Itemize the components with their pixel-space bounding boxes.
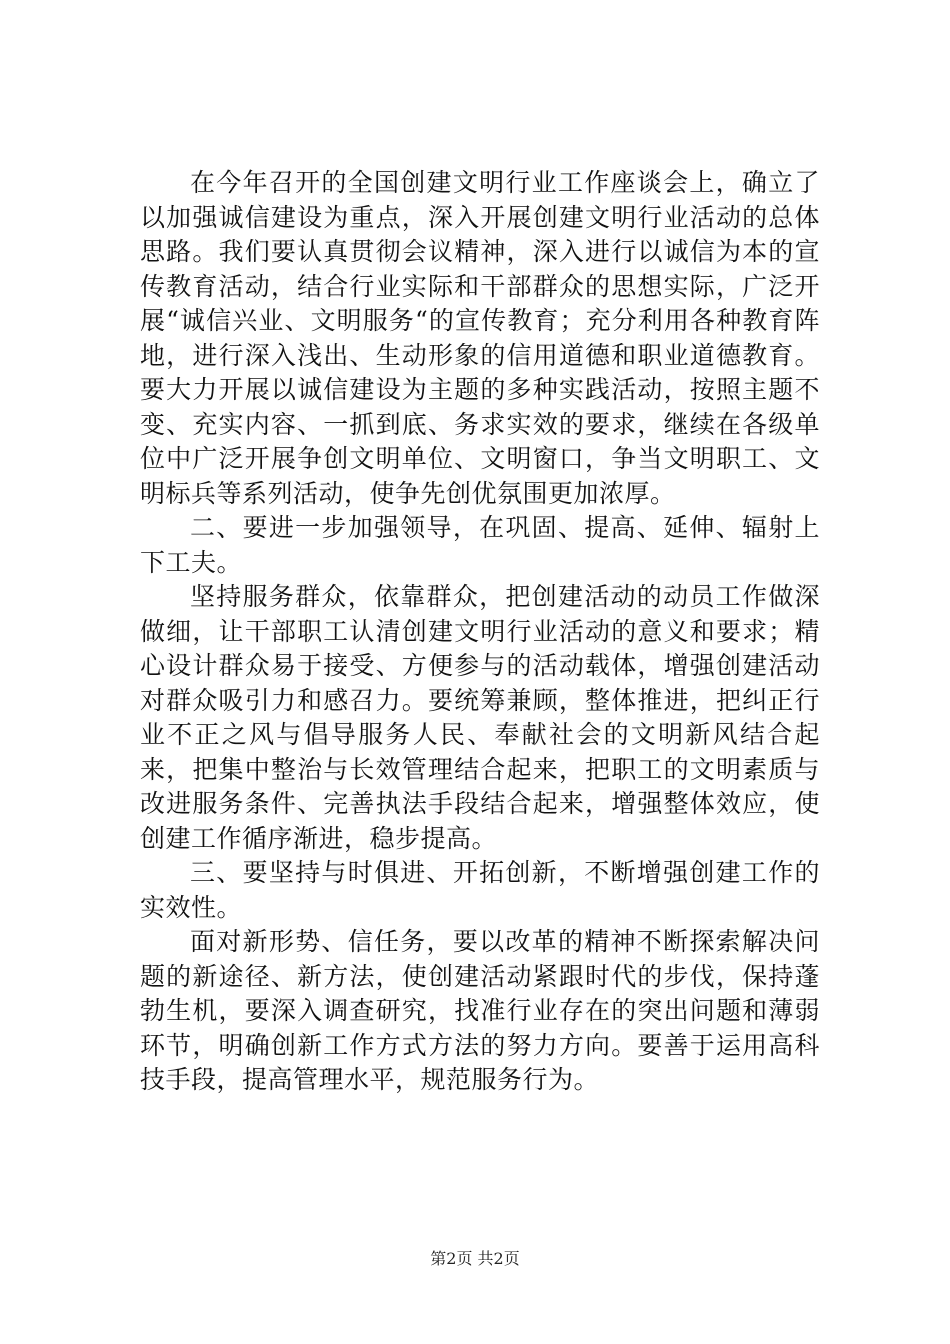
paragraph-4-heading: 三、要坚持与时俱进、开拓创新，不断增强创建工作的实效性。 bbox=[140, 858, 820, 922]
paragraph-1: 在今年召开的全国创建文明行业工作座谈会上，确立了以加强诚信建设为重点，深入开展创建文明行业活动的总体思路。我们要认真贯彻会议精神，深入进行以诚信为本的宣传教育活动，结合行业实际和干部群众的思想实际，广泛开展“诚信兴业、文明服务“的宣传教育；充分利用各种教育阵地，进行深入浅出、生动形象的信用道德和职业道德教育。要大力开展以诚信建设为主题的多种实践活动，按照主题不变、充实内容、一抓到底、务求实效的要求，继续在各级单位中广泛开展争创文明单位、文明窗口，争当文明职工、文明标兵等系列活动，使争先创优氛围更加浓厚。 bbox=[140, 168, 820, 508]
page-number-footer: 第2页 共2页 bbox=[430, 1249, 520, 1268]
paragraph-3: 坚持服务群众，依靠群众，把创建活动的动员工作做深做细，让干部职工认清创建文明行业活动的意义和要求；精心设计群众易于接受、方便参与的活动载体，增强创建活动对群众吸引力和感召力。要统筹兼顾，整体推进，把纠正行业不正之风与倡导服务人民、奉献社会的文明新风结合起来，把集中整治与长效管理结合起来，把职工的文明素质与改进服务条件、完善执法手段结合起来，增强整体效应，使创建工作循序渐进，稳步提高。 bbox=[140, 582, 820, 853]
paragraph-2-heading: 二、要进一步加强领导，在巩固、提高、延伸、辐射上下工夫。 bbox=[140, 513, 820, 577]
document-body bbox=[140, 166, 820, 1098]
paragraph-5: 面对新形势、信任务，要以改革的精神不断探索解决问题的新途径、新方法，使创建活动紧跟时代的步伐，保持蓬勃生机，要深入调查研究，找准行业存在的突出问题和薄弱环节，明确创新工作方式方法的努力方向。要善于运用高科技手段，提高管理水平，规范服务行为。 bbox=[140, 927, 820, 1094]
